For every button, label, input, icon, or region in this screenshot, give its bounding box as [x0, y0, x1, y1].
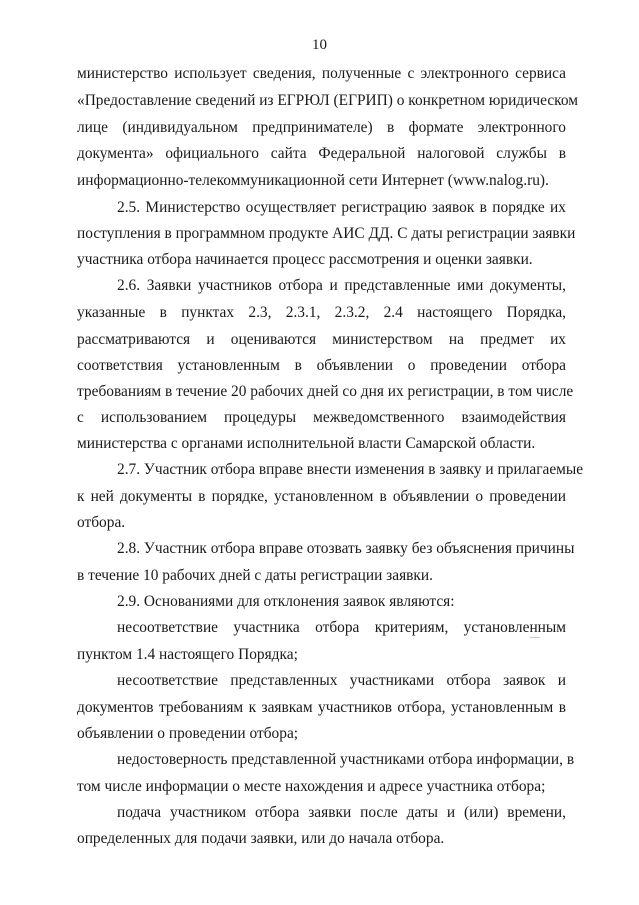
text-line: в течение 10 рабочих дней с даты регистрации заявки. — [77, 567, 433, 584]
text-line: рассматриваются и оцениваются министерством на предмет их — [77, 331, 566, 348]
text-line: отбора. — [77, 514, 126, 531]
text-line: «Предоставление сведений из ЕГРЮЛ (ЕГРИП) о конкретном юридическом — [77, 92, 578, 109]
page-number: 10 — [312, 37, 327, 53]
text-line: 2.6. Заявки участников отбора и представленные ими документы, — [117, 277, 566, 294]
text-line: соответствия установленным в объявлении о проведении отбора — [77, 357, 566, 374]
text-line: документа» официального сайта Федеральной налоговой службы в — [77, 145, 566, 162]
text-line: информационно-телекоммуникационной сети Интернет (www.nalog.ru). — [77, 172, 549, 189]
text-line: к ней документы в порядке, установленном в объявлении о проведении — [77, 488, 566, 505]
text-line: 2.9. Основаниями для отклонения заявок являются: — [117, 593, 455, 610]
text-line: несоответствие участника отбора критериям, установленным — [117, 619, 566, 636]
text-line: 2.5. Министерство осуществляет регистрацию заявок в порядке их — [117, 199, 566, 216]
text-line: с использованием процедуры межведомственного взаимодействия — [77, 409, 566, 426]
text-line: несоответствие представленных участниками отбора заявок и — [117, 672, 566, 689]
text-line: недостоверность представленной участниками отбора информации, в — [117, 751, 575, 768]
text-line: министерство использует сведения, полученные с электронного сервиса — [77, 65, 566, 82]
text-line: министерства с органами исполнительной власти Самарской области. — [77, 435, 536, 452]
text-line: требованиям в течение 20 рабочих дней со дня их регистрации, в том числе — [77, 383, 574, 400]
text-line: 2.7. Участник отбора вправе внести изменения в заявку и прилагаемые — [117, 461, 584, 478]
text-line: документов требованиям к заявкам участников отбора, установленным в — [77, 699, 566, 716]
text-line: объявлении о проведении отбора; — [77, 725, 299, 742]
text-line: определенных для подачи заявки, или до начала отбора. — [77, 830, 445, 847]
text-line: лице (индивидуальном предпринимателе) в формате электронного — [77, 119, 566, 136]
text-line: указанные в пунктах 2.3, 2.3.1, 2.3.2, 2.4 настоящего Порядка, — [77, 304, 566, 321]
text-line: поступления в программном продукте АИС ДД. С даты регистрации заявки — [77, 225, 576, 242]
text-line: подача участником отбора заявки после даты и (или) времени, — [117, 804, 566, 821]
text-line: 2.8. Участник отбора вправе отозвать заявку без объяснения причины — [117, 540, 575, 557]
scan-speck — [530, 637, 540, 638]
text-line: том числе информации о месте нахождения и адресе участника отбора; — [77, 778, 546, 795]
text-line: пунктом 1.4 настоящего Порядка; — [77, 646, 298, 663]
text-line: участника отбора начинается процесс рассмотрения и оценки заявки. — [77, 251, 533, 268]
